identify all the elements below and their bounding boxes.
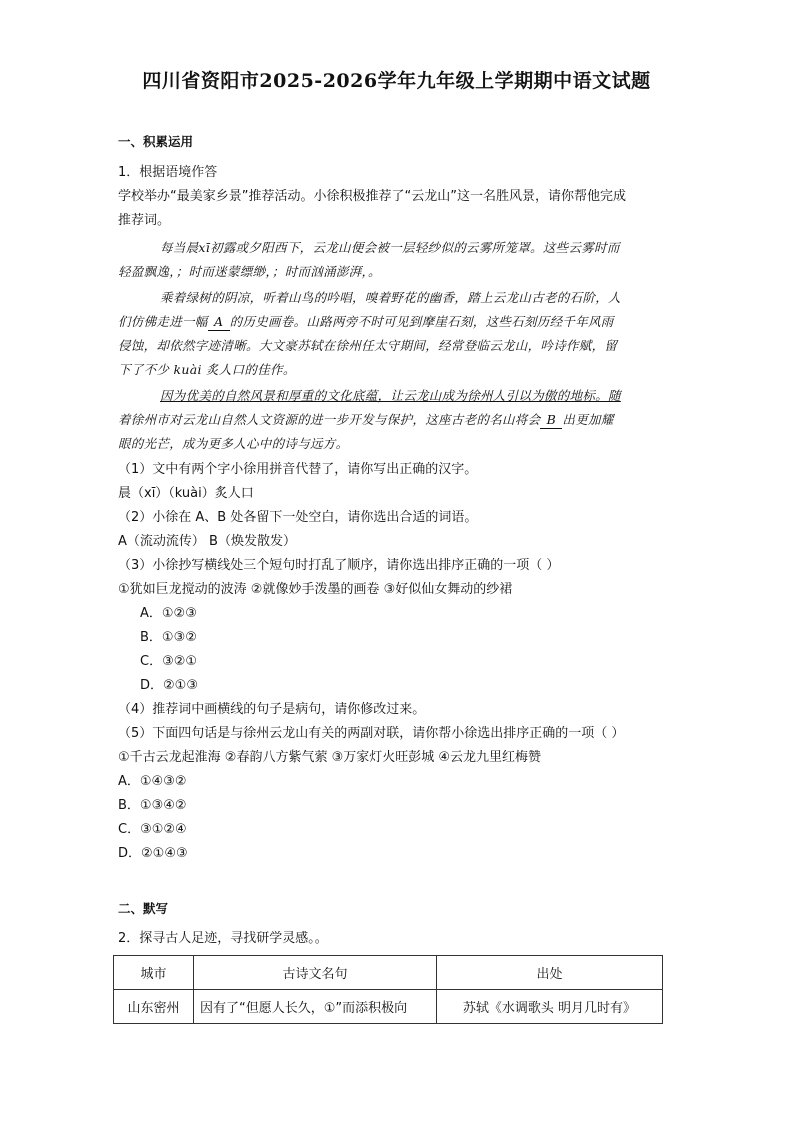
passage-p1-line-2: 轻盈飘逸，；时而迷蒙缥缈，；时而汹涌澎湃，。	[118, 264, 381, 279]
question-2-heading: 2．探寻古人足迹，寻找研学灵感。。	[118, 931, 328, 946]
passage-p2-line-2-end: 的历史画卷。山路两旁不时可见到摩崖石刻，这些石刻历经千年风雨	[229, 314, 614, 329]
question-1-intro-line-1: 学校举办“最美家乡景”推荐活动。小徐积极推荐了“云龙山”这一名胜风景，请你帮他完成	[118, 189, 626, 204]
passage-p3-line-2-end: 出更加耀	[562, 412, 614, 427]
sub-question-2: （2）小徐在 A、B 处各留下一处空白，请你选出合适的词语。	[118, 510, 478, 525]
sub-question-5-items: ①千古云龙起淮海 ②春韵八方紫气萦 ③万家灯火旺彭城 ④云龙九里红梅赞	[118, 750, 542, 765]
table-header-cell: 古诗文名句	[194, 956, 437, 990]
sub-question-2-answer: A（流动流传） B（焕发散发）	[118, 534, 296, 549]
blank-b: B	[540, 412, 562, 429]
blank-a: A	[208, 314, 230, 331]
sub-question-5-option[interactable]: D．②①④③	[118, 846, 188, 861]
passage-p2-line-1: 乘着绿树的阴凉，听着山鸟的吟唱，嗅着野花的幽香，踏上云龙山古老的石阶，人	[160, 290, 621, 305]
section-heading-1: 一、积累运用	[118, 134, 194, 149]
sub-question-3-option[interactable]: C．③②①	[140, 654, 198, 669]
sub-question-3: （3）小徐抄写横线处三个短句时打乱了顺序，请你选出排序正确的一项（ ）	[118, 558, 560, 573]
sub-question-5-option[interactable]: C．③①②④	[118, 822, 187, 837]
sub-question-4: （4）推荐词中画横线的句子是病句，请你修改过来。	[118, 702, 426, 717]
passage-p3-line-2-start: 着徐州市对云龙山自然人文资源的进一步开发与保护，这座古老的名山将会	[118, 412, 541, 427]
sub-question-1: （1）文中有两个字小徐用拼音代替了，请你写出正确的汉字。	[118, 462, 478, 477]
question-1-heading: 1．根据语境作答	[118, 165, 218, 180]
sub-question-3-items: ①犹如巨龙搅动的波涛 ②就像妙手泼墨的画卷 ③好似仙女舞动的纱裙	[118, 582, 513, 597]
table-cell: 山东密州	[114, 990, 194, 1024]
passage-p3-line-1	[160, 388, 621, 404]
table-cell: 苏轼《水调歌头 明月几时有》	[437, 990, 663, 1024]
sub-question-3-option[interactable]: A．①②③	[140, 606, 197, 621]
passage-p3-line-2	[118, 412, 614, 429]
question-1-intro-line-2: 推荐词。	[118, 213, 171, 228]
page-title: 四川省资阳市2025-2026学年九年级上学期期中语文试题	[142, 70, 651, 92]
table-header-cell: 城市	[114, 956, 194, 990]
sub-question-3-option[interactable]: D．②①③	[140, 678, 198, 693]
sub-question-5-option[interactable]: B．①③④②	[118, 798, 187, 813]
table-cell: 因有了“但愿人长久，①”而添积极向	[194, 990, 437, 1024]
passage-p2-line-2-start: 们仿佛走进一幅	[118, 314, 208, 329]
passage-p2-line-4: 下了不少 kuài 炙人口的佳作。	[118, 362, 296, 377]
sub-question-3-option[interactable]: B．①③②	[140, 630, 197, 645]
passage-p3-line-3: 眼的光芒，成为更多人心中的诗与远方。	[118, 436, 349, 451]
poetry-table	[113, 955, 663, 1024]
table-row	[114, 990, 663, 1024]
underlined-sentence: 因为优美的自然风景和厚重的文化底蕴，让云龙山成为徐州人引以为傲的地标。随	[160, 388, 621, 403]
passage-p2-line-3: 侵蚀，却依然字迹清晰。大文豪苏轼在徐州任太守期间，经常登临云龙山，吟诗作赋，留	[118, 338, 618, 353]
passage-p1-line-1: 每当晨xī初露或夕阳西下，云龙山便会被一层轻纱似的云雾所笼罩。这些云雾时而	[160, 240, 620, 255]
passage-p2-line-2	[118, 314, 614, 331]
sub-question-5-option[interactable]: A．①④③②	[118, 774, 187, 789]
table-header-row	[114, 956, 663, 990]
section-heading-2: 二、默写	[118, 901, 169, 916]
sub-question-1-answer: 晨（xī）（kuài）炙人口	[118, 486, 254, 501]
sub-question-5: （5）下面四句话是与徐州云龙山有关的两副对联，请你帮小徐选出排序正确的一项（ ）	[118, 726, 625, 741]
table-header-cell: 出处	[437, 956, 663, 990]
